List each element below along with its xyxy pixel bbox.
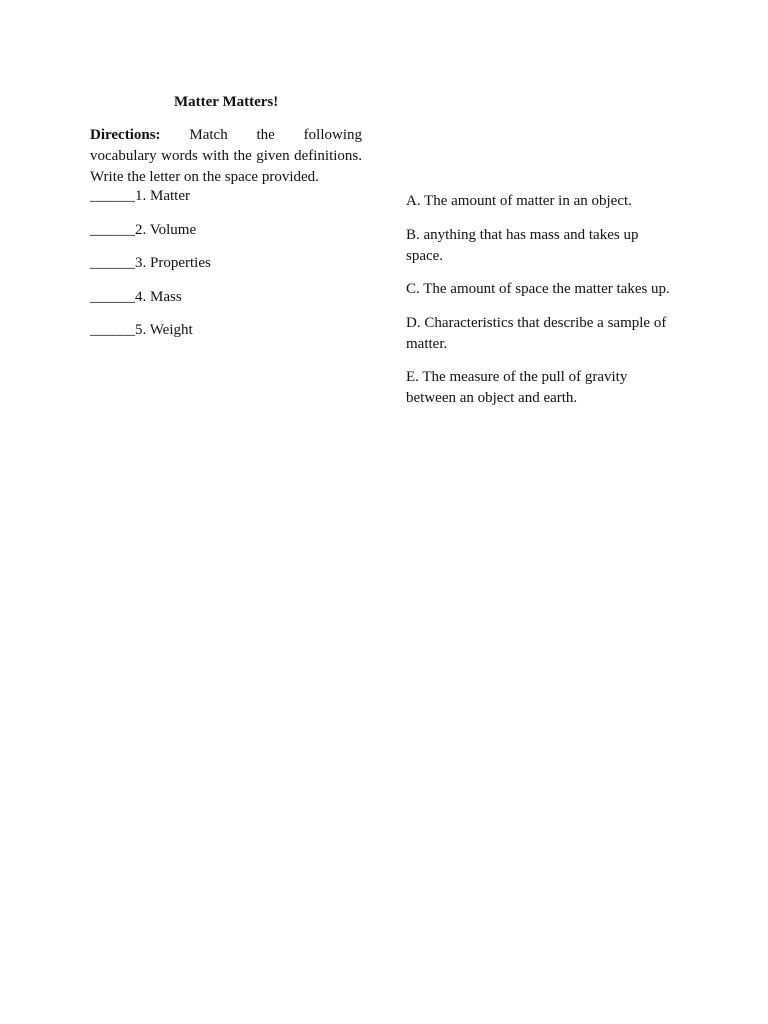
- definition-item: E. The measure of the pull of gravity between an object and earth.: [406, 369, 628, 406]
- directions-text: vocabulary words with the given definitions. Write the letter on the space provided.: [90, 148, 362, 185]
- vocabulary-term: ______4. Mass: [90, 288, 182, 305]
- vocabulary-term: ______3. Properties: [90, 255, 211, 271]
- directions: [90, 125, 362, 188]
- vocabulary-term: ______1. Matter: [90, 188, 190, 204]
- vocabulary-term: ______2. Volume: [90, 221, 197, 238]
- definition-item: A. The amount of matter in an object.: [406, 193, 632, 209]
- directions-first-line: [90, 125, 362, 146]
- definition-item: C. The amount of space the matter takes up.: [406, 281, 670, 297]
- definition-list: [406, 191, 678, 422]
- vocabulary-term-list: [90, 186, 370, 354]
- directions-label: Directions:: [90, 127, 161, 143]
- vocabulary-term: ______5. Weight: [90, 322, 193, 338]
- directions-first-line-text: Match the following: [189, 127, 362, 143]
- definition-item: B. anything that has mass and takes up space.: [406, 226, 639, 264]
- page-title: Matter Matters!: [174, 94, 279, 110]
- definition-item: D. Characteristics that describe a sample of matter.: [406, 314, 667, 352]
